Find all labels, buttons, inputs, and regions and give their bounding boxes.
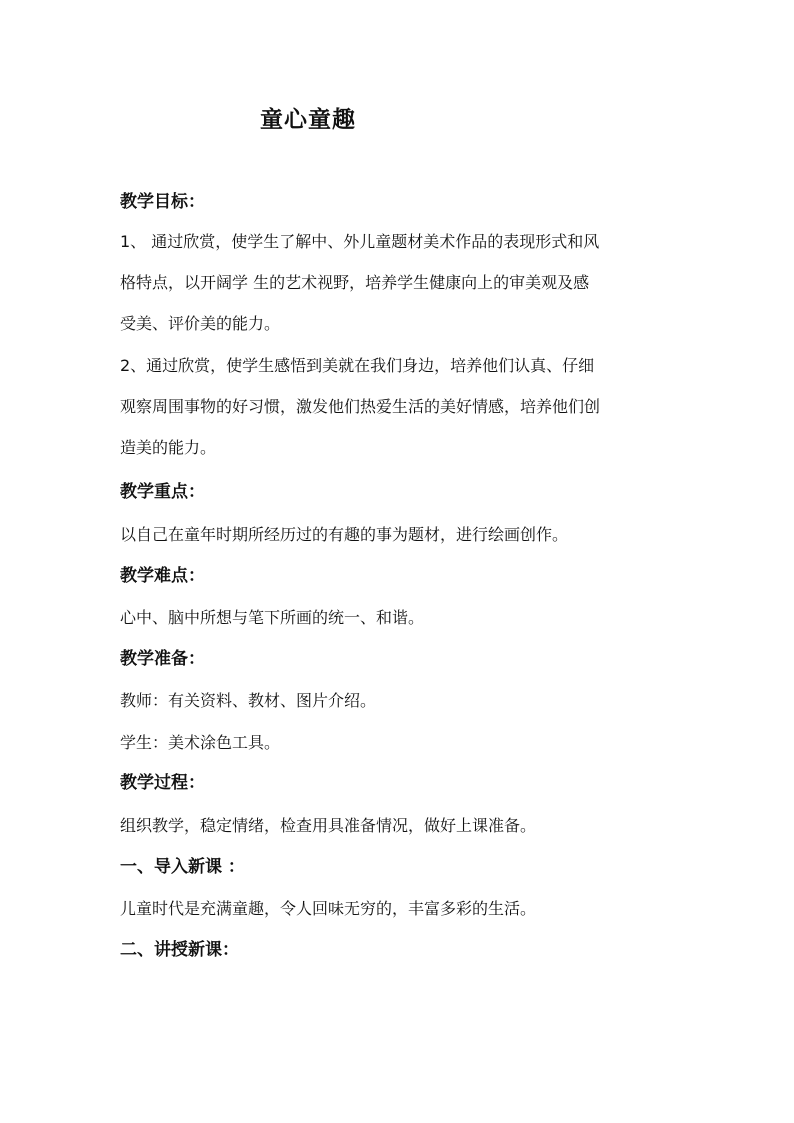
- goal-1-paragraph: [120, 221, 680, 344]
- goal-1-line: 受美、评价美的能力。: [120, 314, 281, 333]
- page-title: 童心童趣: [260, 106, 356, 133]
- process-heading: 教学过程：: [120, 773, 205, 793]
- section-1-heading: 一、导入新课 ：: [120, 857, 245, 877]
- goal-1-line: 格特点，以开阔学 生的艺术视野，培养学生健康向上的审美观及感: [120, 273, 590, 292]
- preparation-student: 学生：美术涂色工具。: [120, 733, 281, 752]
- section-2-heading: 二、讲授新课：: [120, 940, 239, 960]
- goal-1-line: 1、 通过欣赏，使学生了解中、外儿童题材美术作品的表现形式和风: [120, 232, 600, 251]
- goal-2-paragraph: [120, 345, 680, 468]
- key-points-heading: 教学重点：: [120, 482, 205, 502]
- preparation-teacher: 教师：有关资料、教材、图片介绍。: [120, 691, 377, 710]
- difficulty-text: 心中、脑中所想与笔下所画的统一、和谐。: [120, 608, 425, 627]
- difficulty-heading: 教学难点：: [120, 566, 205, 586]
- goal-2-line: 造美的能力。: [120, 438, 217, 457]
- process-text: 组织教学，稳定情绪，检查用具准备情况，做好上课准备。: [120, 816, 537, 835]
- goals-heading: 教学目标：: [120, 192, 205, 212]
- key-points-text: 以自己在童年时期所经历过的有趣的事为题材，进行绘画创作。: [120, 525, 569, 544]
- section-1-text: 儿童时代是充满童趣，令人回味无穷的，丰富多彩的生活。: [120, 899, 537, 918]
- goal-2-line: 2、通过欣赏，使学生感悟到美就在我们身边，培养他们认真、仔细: [120, 356, 595, 375]
- goal-2-line: 观察周围事物的好习惯，激发他们热爱生活的美好情感，培养他们创: [120, 397, 601, 416]
- preparation-heading: 教学准备：: [120, 649, 205, 669]
